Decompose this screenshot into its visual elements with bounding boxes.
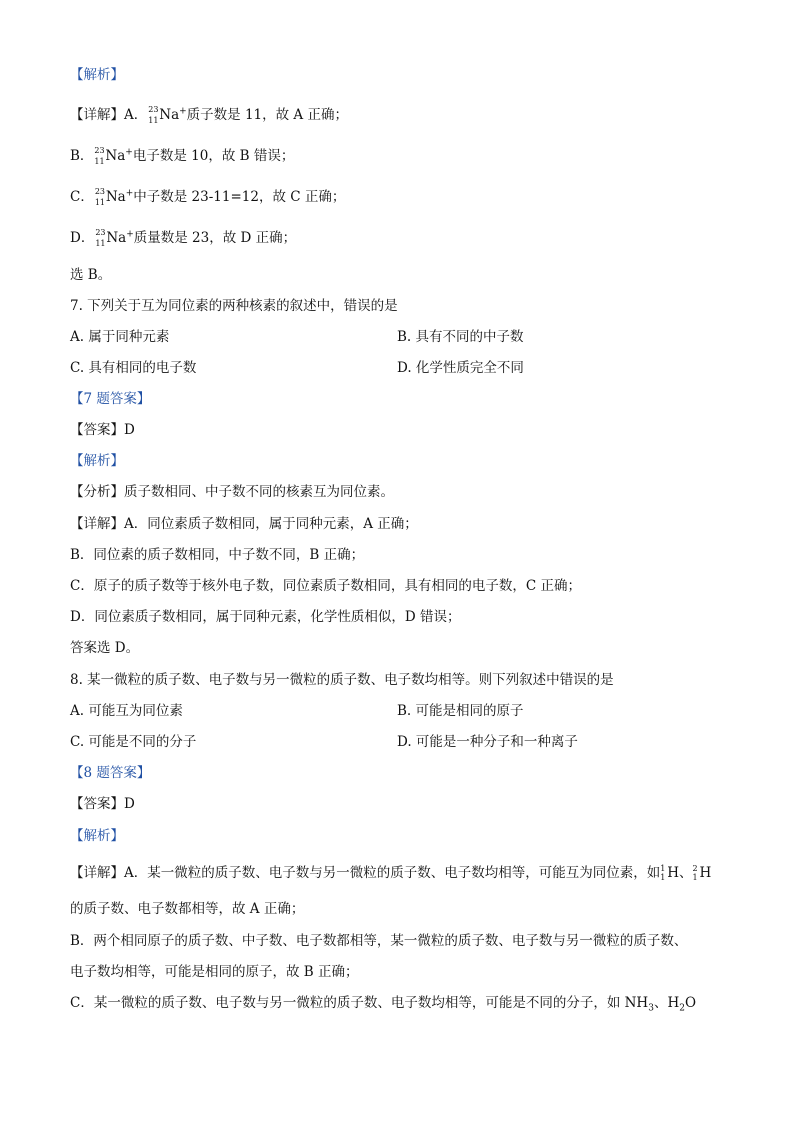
q8-option-a: A. 可能互为同位素 — [70, 703, 183, 719]
conclusion-line: 选 B。 — [70, 267, 112, 283]
explanation-line — [70, 188, 345, 207]
question-7-stem: 7. 下列关于互为同位素的两种核素的叙述中，错误的是 — [70, 298, 398, 314]
q7-detail-2: B．同位素的质子数相同，中子数不同，B 正确； — [70, 547, 365, 563]
mass-number: 23 — [94, 186, 106, 196]
mass-number: 23 — [95, 227, 106, 237]
q7-fenxi: 【分析】质子数相同、中子数不同的核素互为同位素。 — [70, 484, 394, 500]
line-text: 中子数是 23-11=12，故 C 正确； — [133, 189, 346, 205]
nuclide-notation — [147, 104, 159, 125]
line-prefix: C． — [70, 189, 94, 205]
element-symbol: H — [667, 865, 680, 881]
formula-part: 、H — [653, 995, 680, 1011]
element-symbol: Na — [105, 148, 126, 164]
q8-detail-2-cont: 电子数均相等，可能是相同的原子，故 B 正确； — [70, 964, 359, 980]
q7-option-d: D. 化学性质完全不同 — [397, 360, 524, 376]
line-text: 质量数是 23，故 D 正确； — [133, 230, 297, 246]
subscript: 3 — [648, 1003, 654, 1014]
q7-option-b: B. 具有不同的中子数 — [397, 329, 524, 345]
element-symbol: Na — [159, 107, 180, 123]
q8-answer-heading: 【8 题答案】 — [70, 765, 151, 781]
q8-analysis-heading: 【解析】 — [70, 828, 124, 844]
atomic-number: 11 — [148, 115, 159, 125]
line-prefix: 【详解】A． — [70, 107, 148, 123]
ion-charge: + — [125, 188, 134, 199]
q8-option-d: D. 可能是一种分子和一种离子 — [397, 734, 578, 750]
nuclide-notation — [94, 186, 106, 207]
line-prefix: D． — [70, 230, 95, 246]
line-text: 【详解】A．某一微粒的质子数、电子数与另一微粒的质子数、电子数均相等，可能互为同位素，如 — [70, 865, 661, 881]
q7-detail-5: 答案选 D。 — [70, 640, 140, 656]
ion-charge: + — [125, 147, 133, 158]
q7-option-a: A. 属于同种元素 — [70, 329, 170, 345]
nuclide-notation — [693, 865, 700, 883]
ion-charge: + — [179, 106, 187, 117]
line-text: C．某一微粒的质子数、电子数与另一微粒的质子数、电子数均相等，可能是不同的分子，如 NH — [70, 995, 649, 1011]
ion-charge: + — [126, 229, 134, 240]
element-symbol: Na — [105, 189, 126, 205]
nuclide-notation — [94, 227, 106, 248]
q7-answer-heading: 【7 题答案】 — [70, 391, 151, 407]
atomic-number: 1 — [660, 872, 666, 882]
explanation-line — [70, 147, 294, 166]
atomic-number: 11 — [94, 197, 106, 207]
q7-analysis-heading: 【解析】 — [70, 453, 124, 469]
q8-detail-2: B．两个相同原子的质子数、中子数、电子数都相等，某一微粒的质子数、电子数与另一微粒的质子数、 — [70, 933, 688, 949]
atomic-number: 11 — [94, 156, 105, 166]
line-text: 电子数是 10，故 B 错误； — [132, 148, 295, 164]
q8-detail-1 — [70, 864, 711, 883]
line-prefix: B． — [70, 148, 94, 164]
q7-answer: 【答案】D — [70, 422, 135, 438]
mass-number: 2 — [692, 863, 698, 873]
section-heading: 【解析】 — [70, 67, 124, 83]
explanation-line — [70, 229, 296, 248]
line-text: 质子数是 11，故 A 正确； — [186, 107, 348, 123]
q8-detail-3 — [70, 994, 696, 1012]
mass-number: 1 — [660, 863, 666, 873]
formula-part: O — [684, 995, 697, 1011]
q8-option-c: C. 可能是不同的分子 — [70, 734, 197, 750]
question-8-stem: 8. 某一微粒的质子数、电子数与另一微粒的质子数、电子数均相等。则下列叙述中错误的是 — [70, 672, 614, 688]
subscript: 2 — [679, 1003, 685, 1014]
nuclide-notation — [660, 865, 667, 883]
mass-number: 23 — [94, 145, 105, 155]
mass-number: 23 — [148, 104, 159, 114]
q8-answer: 【答案】D — [70, 796, 135, 812]
atomic-number: 1 — [692, 872, 698, 882]
element-symbol: Na — [106, 230, 127, 246]
element-symbol: H — [699, 865, 712, 881]
atomic-number: 11 — [95, 238, 106, 248]
q8-option-b: B. 可能是相同的原子 — [397, 703, 524, 719]
q7-detail-1: 【详解】A．同位素质子数相同，属于同种元素，A 正确； — [70, 516, 418, 532]
separator: 、 — [679, 865, 693, 881]
q7-detail-3: C．原子的质子数等于核外电子数，同位素质子数相同，具有相同的电子数，C 正确； — [70, 578, 581, 594]
nuclide-notation — [93, 145, 105, 166]
explanation-line — [70, 106, 348, 125]
q7-option-c: C. 具有相同的电子数 — [70, 360, 197, 376]
q7-detail-4: D．同位素质子数相同，属于同种元素，化学性质相似，D 错误； — [70, 609, 461, 625]
q8-detail-1-cont: 的质子数、电子数都相等，故 A 正确； — [70, 901, 305, 917]
